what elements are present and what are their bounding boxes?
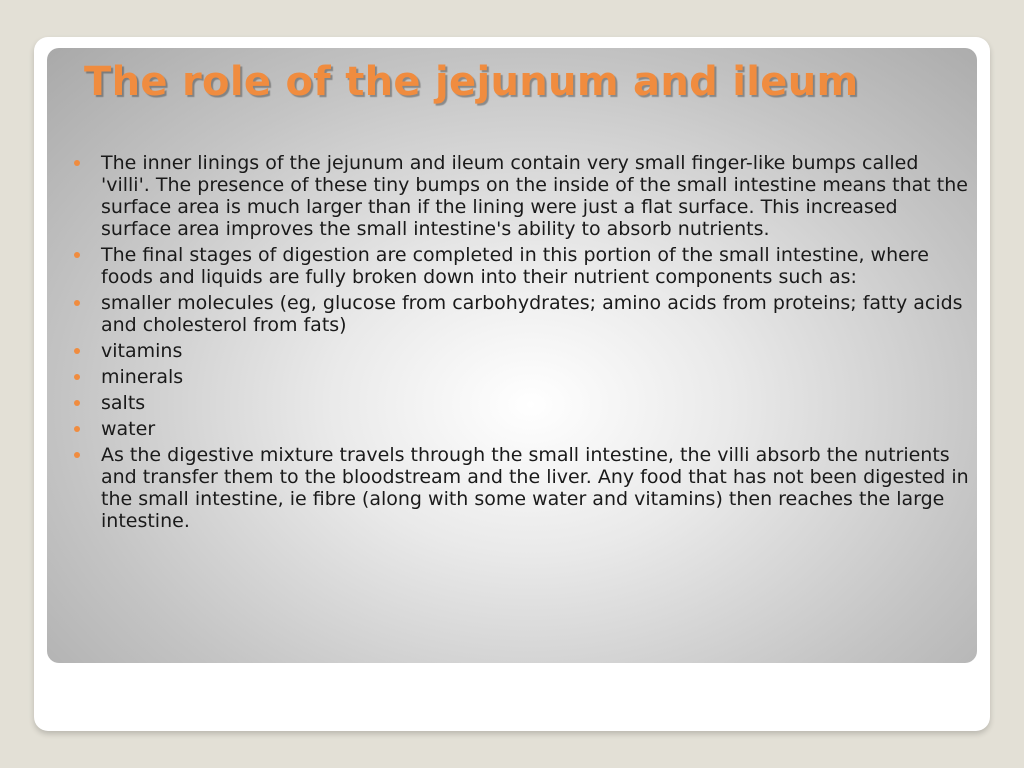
bullet-dot-icon [74, 160, 80, 166]
bullet-dot-icon [74, 452, 80, 458]
bullet-text: smaller molecules (eg, glucose from carbohydrates; amino acids from proteins; fatty acids and cholesterol from fats) [101, 292, 963, 336]
slide-title: The role of the jejunum and ileum [84, 59, 859, 105]
bullet-text: water [101, 418, 156, 440]
bullet-text: vitamins [101, 340, 183, 362]
bullet-item [101, 392, 971, 414]
bullet-item [101, 292, 971, 336]
bullet-text: salts [101, 392, 146, 414]
bullet-item [101, 418, 971, 440]
bullet-dot-icon [74, 426, 80, 432]
bullet-item [101, 444, 971, 532]
bullet-item [101, 244, 971, 288]
bullet-item [101, 366, 971, 388]
bullet-dot-icon [74, 252, 80, 258]
bullet-text: minerals [101, 366, 184, 388]
bullet-item [101, 340, 971, 362]
bullet-text: The inner linings of the jejunum and ileum contain very small finger-like bumps called 'villi'. The presence of these tiny bumps on the inside of the small intestine means that the surface area is much larger than if the lining were just a flat surface. This increased surface area improves the small intestine's ability to absorb nutrients. [101, 152, 968, 240]
bullet-dot-icon [74, 374, 80, 380]
bullet-item [101, 152, 971, 240]
bullet-dot-icon [74, 348, 80, 354]
bullet-dot-icon [74, 400, 80, 406]
bullet-text: As the digestive mixture travels through the small intestine, the villi absorb the nutrients and transfer them to the bloodstream and the liver. Any food that has not been digested in the small intestine, ie fibre (along with some water and vitamins) then reaches the large intestine. [101, 444, 969, 532]
bullet-text: The final stages of digestion are completed in this portion of the small intestine, where foods and liquids are fully broken down into their nutrient components such as: [101, 244, 929, 288]
bullet-list [101, 152, 971, 536]
bullet-dot-icon [74, 300, 80, 306]
